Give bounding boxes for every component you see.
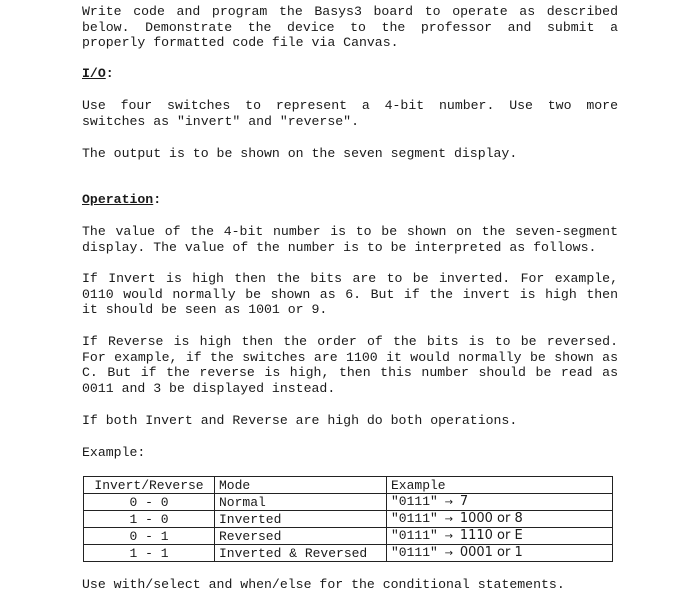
io-heading-colon: : [105,66,114,81]
arrow-right-icon: → [444,514,453,525]
arrow-right-icon: → [444,497,453,508]
example-input: "0111" [391,528,438,543]
operation-heading-colon: : [153,192,162,207]
table-cell-mode: Reversed [215,528,387,545]
operation-paragraph-3: If Reverse is high then the order of the bits is to be reversed. For example, if the switches are 1100 it would normally be shown as C. But if the reverse is high, then this number should be read as 0011 and 3 be displayed instead. [82,334,618,396]
table-header-invert-reverse: Invert/Reverse [84,477,215,494]
table-row [84,528,613,545]
table-row [84,545,613,562]
arrow-right-icon: → [444,548,453,559]
table-cell-mode: Normal [215,494,387,511]
arrow-right-icon: → [444,531,453,542]
example-result: 0001 or 1 [459,545,523,560]
example-input: "0111" [391,545,438,560]
table-cell-invert-reverse: 0 - 0 [84,494,215,511]
table-cell-mode: Inverted [215,511,387,528]
example-input: "0111" [391,494,438,509]
example-label: Example: [82,445,146,460]
io-paragraph-1: Use four switches to represent a 4-bit number. Use two more switches as "invert" and "reverse". [82,98,618,129]
table-cell-example [387,511,613,528]
table-cell-example [387,528,613,545]
table-cell-invert-reverse: 0 - 1 [84,528,215,545]
example-table [83,476,613,562]
io-heading [82,66,114,82]
example-input: "0111" [391,511,438,526]
example-result: 1110 or E [459,528,523,543]
example-result: 7 [459,494,469,509]
table-header-row [84,477,613,494]
io-paragraph-2: The output is to be shown on the seven segment display. [82,146,518,161]
operation-paragraph-4: If both Invert and Reverse are high do both operations. [82,413,518,428]
table-cell-invert-reverse: 1 - 1 [84,545,215,562]
operation-paragraph-2: If Invert is high then the bits are to be inverted. For example, 0110 would normally be shown as 6. But if the invert is high then it should be seen as 1001 or 9. [82,271,618,318]
table-row [84,494,613,511]
table-header-example: Example [387,477,613,494]
table-row [84,511,613,528]
example-result: 1000 or 8 [459,511,523,526]
intro-paragraph: Write code and program the Basys3 board to operate as described below. Demonstrate the device to the professor and submit a properly formatted code file via Canvas. [82,4,618,51]
operation-heading-text: Operation [82,192,154,207]
table-header-mode: Mode [215,477,387,494]
io-heading-text: I/O [82,66,106,81]
operation-heading [82,192,161,208]
table-cell-example [387,494,613,511]
table-cell-mode: Inverted & Reversed [215,545,387,562]
table-cell-example [387,545,613,562]
table-cell-invert-reverse: 1 - 0 [84,511,215,528]
operation-paragraph-1: The value of the 4-bit number is to be shown on the seven-segment display. The value of the number is to be interpreted as follows. [82,224,618,255]
footer-note: Use with/select and when/else for the conditional statements. [82,577,565,592]
